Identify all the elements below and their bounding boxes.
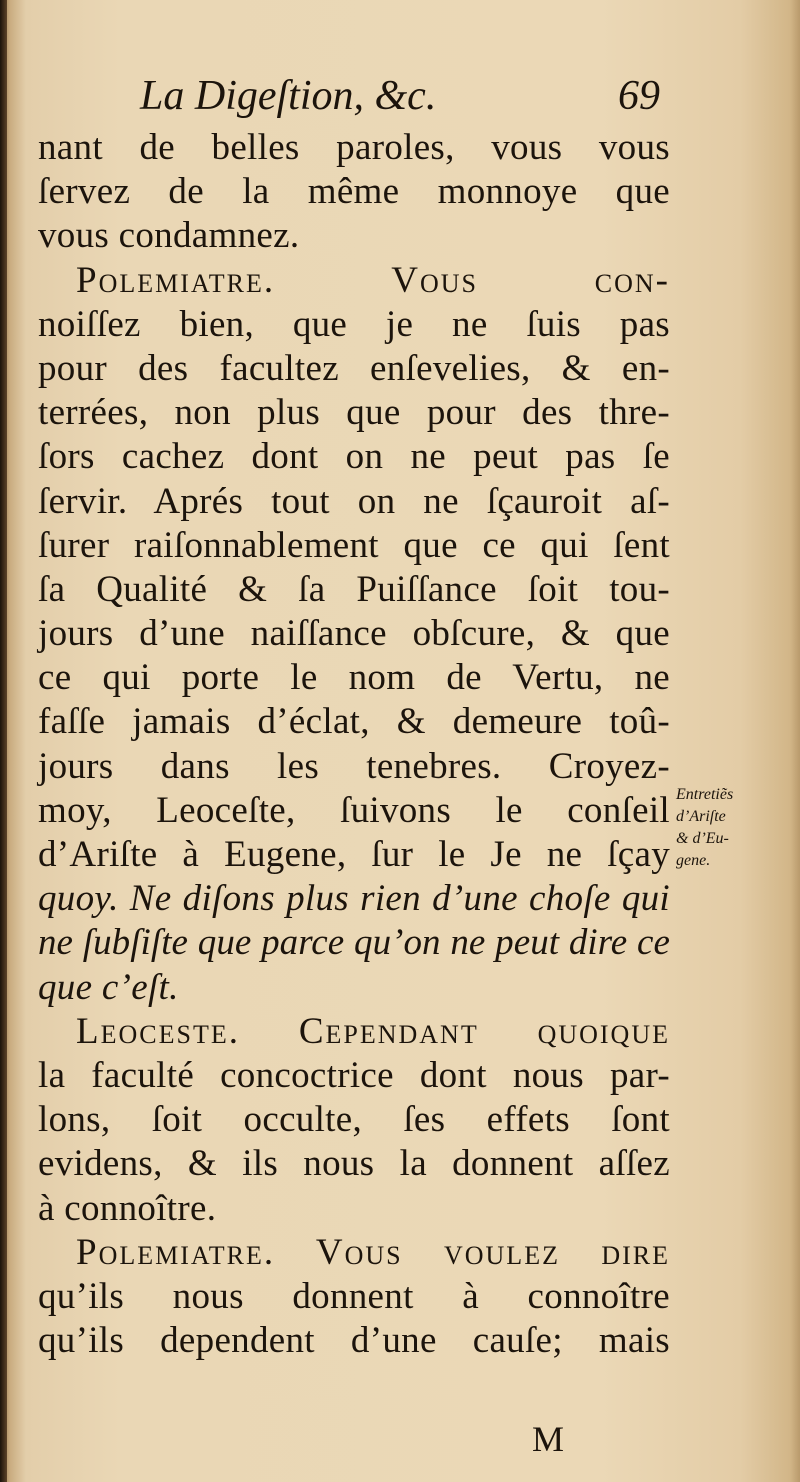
text-line: qu’ils nous donnent à connoître (38, 1275, 670, 1317)
page-header (140, 72, 660, 128)
text-line: ſervir. Aprés tout on ne ſçauroit aſ- (38, 480, 670, 522)
body-text (38, 126, 670, 1363)
marginal-note-line: Entretiẽs (676, 786, 734, 803)
text-line: nant de belles paroles, vous vous (38, 127, 670, 168)
text-line: ſervez de la même monnoye que (38, 171, 670, 213)
text-line: jours d’une naiſſance obſcure, & que (38, 613, 670, 655)
text-line: à connoître. (38, 1187, 217, 1229)
marginal-note-line: d’Ariſte (676, 808, 726, 825)
text-line: vous condamnez. (38, 215, 300, 257)
text-line: Leoceste. Cependant quoique (76, 1010, 670, 1052)
page-gutter-shadow (0, 0, 7, 1482)
text-line: faſſe jamais d’éclat, & demeure toû- (38, 701, 670, 743)
text-line: ſa Qualité & ſa Puiſſance ſoit tou- (38, 568, 670, 610)
text-line: evidens, & ils nous la donnent aſſez (38, 1143, 670, 1185)
text-line: ne ſubſiſte que parce qu’on ne peut dire ce (38, 922, 670, 964)
text-line: noiſſez bien, que je ne ſuis pas (38, 303, 670, 345)
text-line: d’Ariſte à Eugene, ſur le Je ne ſçay (38, 834, 670, 875)
text-line: terrées, non plus que pour des thre- (38, 392, 670, 434)
text-line: moy, Leoceſte, ſuivons le conſeil (38, 789, 670, 831)
marginal-note (676, 784, 794, 872)
text-line: ſurer raiſonnablement que ce qui ſent (38, 524, 670, 566)
text-line: ce qui porte le nom de Vertu, ne (38, 657, 670, 699)
text-line: quoy. Ne diſons plus rien d’une choſe qui (38, 878, 670, 920)
text-line: Polemiatre. Vous con- (76, 259, 670, 301)
marginal-note-line: gene. (676, 852, 711, 869)
text-line: lons, ſoit occulte, ſes effets ſont (38, 1099, 670, 1141)
text-line: la faculté concoctrice dont nous par- (38, 1054, 670, 1096)
running-title: La Digeſtion, &c. (140, 73, 437, 119)
text-line: ſors cachez dont on ne peut pas ſe (38, 436, 670, 478)
text-line: jours dans les tenebres. Croyez- (38, 745, 670, 787)
signature-mark: M (532, 1419, 565, 1459)
marginal-note-line: & d’Eu- (676, 830, 729, 847)
text-line: qu’ils dependent d’une cauſe; mais (38, 1320, 670, 1362)
text-line: Polemiatre. Vous voulez dire (76, 1231, 670, 1273)
text-line: que c’eſt. (38, 966, 179, 1008)
text-line: pour des facultez enſevelies, & en- (38, 347, 670, 389)
page-number: 69 (618, 73, 660, 119)
